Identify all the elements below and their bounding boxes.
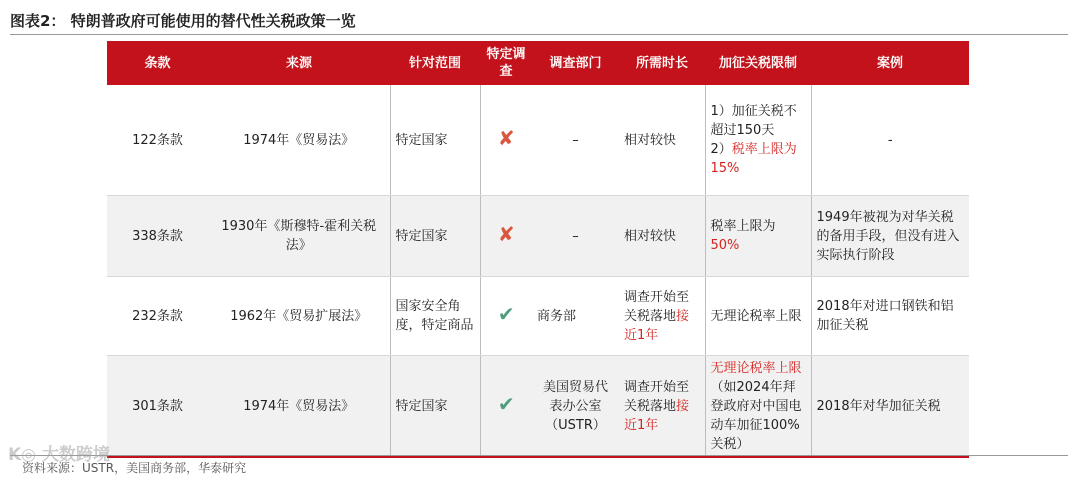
cell-source: 1962年《贸易扩展法》 [208,277,390,356]
col-header-dept: 调查部门 [532,41,619,85]
cell-special-investigation [480,85,532,196]
check-icon: ✔ [497,392,515,416]
col-header-duration: 所需时长 [619,41,705,85]
cell-case: 2018年对进口钢铁和铝加征关税 [811,277,969,356]
duration-text: 调查开始至关税落地 [624,379,690,414]
cell-case: - [811,85,969,196]
cell-duration [619,277,705,356]
source-note: 资料来源：USTR，美国商务部，华泰研究 [22,461,247,475]
cell-limit [705,356,811,458]
table-header-row [107,41,969,85]
col-header-special-investigation: 特定调查 [480,41,532,85]
cell-clause: 232条款 [107,277,208,356]
check-icon: ✔ [497,302,515,326]
cell-dept: – [532,85,619,196]
cell-scope: 特定国家 [390,356,480,458]
cell-scope: 特定国家 [390,196,480,277]
cell-duration: 相对较快 [619,85,705,196]
cell-limit: 无理论税率上限 [705,277,811,356]
cross-icon: ✘ [497,126,515,150]
duration-red-text: 接近1年 [624,308,690,343]
limit-red-text: 50% [710,238,740,253]
table-row [107,85,969,196]
cell-special-investigation [480,277,532,356]
figure-title: 图表2： 特朗普政府可能使用的替代性关税政策一览 [10,12,356,30]
cell-clause: 338条款 [107,196,208,277]
limit-text: 税率上限为 [710,219,776,234]
bottom-rule [10,455,1068,456]
cell-special-investigation [480,196,532,277]
watermark-logo: K◎ 大数跨境 [8,445,110,465]
cell-special-investigation [480,356,532,458]
cell-limit [705,196,811,277]
cell-dept: 商务部 [532,277,619,356]
limit-red-text: 无理论税率上限 [710,360,802,376]
cell-scope: 国家安全角度，特定商品 [390,277,480,356]
cell-case: 2018年对华加征关税 [811,356,969,458]
cell-case: 1949年被视为对华关税的备用手段，但没有进入实际执行阶段 [811,196,969,277]
cell-source: 1930年《斯穆特-霍利关税法》 [208,196,390,277]
tariff-policy-table [107,41,969,458]
col-header-scope: 针对范围 [390,41,480,85]
limit-text: （如2024年拜登政府对中国电动车加征100%关税） [710,379,802,452]
top-rule [10,34,1068,35]
cell-source: 1974年《贸易法》 [208,356,390,458]
col-header-limit: 加征关税限制 [705,41,811,85]
col-header-clause: 条款 [107,41,208,85]
cross-icon: ✘ [497,222,515,246]
limit-text: 1）加征关税不超过150天 [710,104,797,138]
table-row [107,196,969,277]
col-header-source: 来源 [208,41,390,85]
limit-prefix: 2） [710,142,732,157]
cell-limit [705,85,811,196]
duration-text: 调查开始至关税落地 [624,289,690,324]
limit-red-text: 税率上限为15% [710,142,797,176]
duration-red-text: 接近1年 [624,398,690,433]
cell-source: 1974年《贸易法》 [208,85,390,196]
cell-clause: 122条款 [107,85,208,196]
cell-clause: 301条款 [107,356,208,458]
cell-dept: 美国贸易代表办公室（USTR） [532,356,619,458]
cell-scope: 特定国家 [390,85,480,196]
cell-dept: – [532,196,619,277]
cell-duration: 相对较快 [619,196,705,277]
table-row [107,356,969,458]
table-row [107,277,969,356]
col-header-case: 案例 [811,41,969,85]
cell-duration [619,356,705,458]
